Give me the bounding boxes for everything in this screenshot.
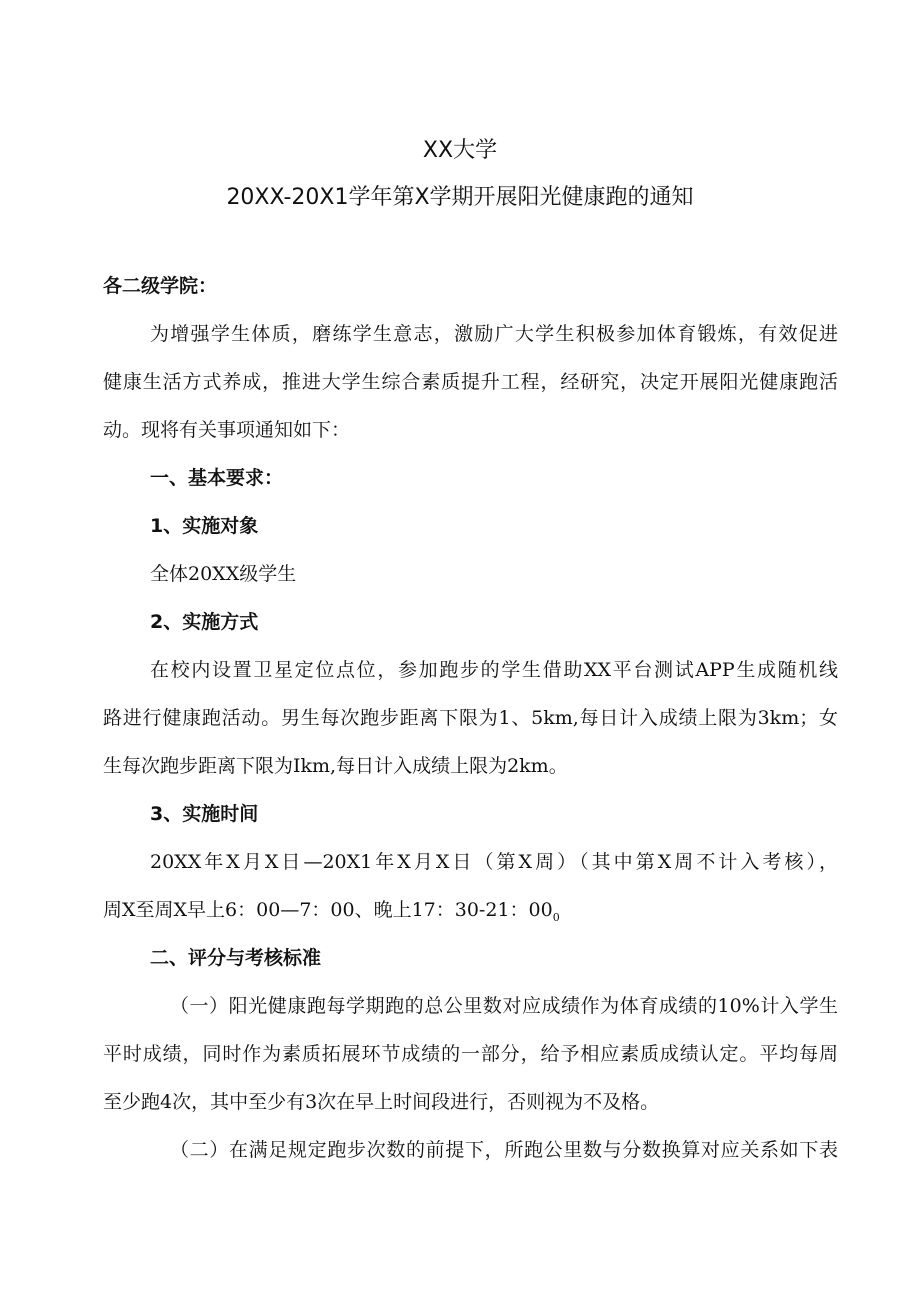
item3-line-2-subscript: 0 (552, 910, 560, 924)
item2-line-1: 在校内设置卫星定位点位，参加跑步的学生借助XX平台测试APP生成随机线 (150, 659, 838, 681)
section2-para1-line-2: 平时成绩，同时作为素质拓展环节成绩的一部分，给予相应素质成绩认定。平均每周 (103, 1043, 838, 1065)
section1-heading: 一、基本要求： (150, 467, 284, 489)
item3-heading: 3、实施时间 (150, 803, 259, 825)
item3-line-2-text: 周X至周X早上6：00—7：00、晚上17：30-21：00 (103, 899, 553, 921)
intro-line-2: 健康生活方式养成，推进大学生综合素质提升工程，经研究，决定开展阳光健康跑活 (103, 371, 838, 393)
item1-heading: 1、实施对象 (150, 515, 259, 537)
section2-para2-line-1: （二）在满足规定跑步次数的前提下，所跑公里数与分数换算对应关系如下表 (170, 1139, 838, 1161)
notice-title: 20XX-20X1学年第X学期开展阳光健康跑的通知 (226, 185, 694, 210)
salutation: 各二级学院： (103, 275, 218, 297)
item3-line-2 (103, 896, 560, 932)
section2-para1-line-1: （一）阳光健康跑每学期跑的总公里数对应成绩作为体育成绩的10%计入学生 (170, 995, 838, 1017)
item2-heading: 2、实施方式 (150, 611, 259, 633)
section2-para1-line-3: 至少跑4次，其中至少有3次在早上时间段进行，否则视为不及格。 (103, 1091, 660, 1113)
item1-text: 全体20XX级学生 (150, 563, 297, 585)
intro-line-3: 动。现将有关事项通知如下： (103, 419, 351, 441)
intro-line-1: 为增强学生体质，磨练学生意志，激励广大学生积极参加体育锻炼，有效促进 (150, 323, 838, 345)
item2-line-2: 路进行健康跑活动。男生每次跑步距离下限为1、5km,每日计入成绩上限为3km；女 (103, 707, 838, 729)
university-name: XX大学 (422, 138, 498, 163)
item2-line-3: 生每次跑步距离下限为Ikm,每日计入成绩上限为2km。 (103, 755, 568, 777)
item3-line-1: 20XX年X月X日—20X1年X月X日（第X周）（其中第X周不计入考核）， (150, 851, 838, 873)
section2-heading: 二、评分与考核标准 (150, 947, 322, 969)
